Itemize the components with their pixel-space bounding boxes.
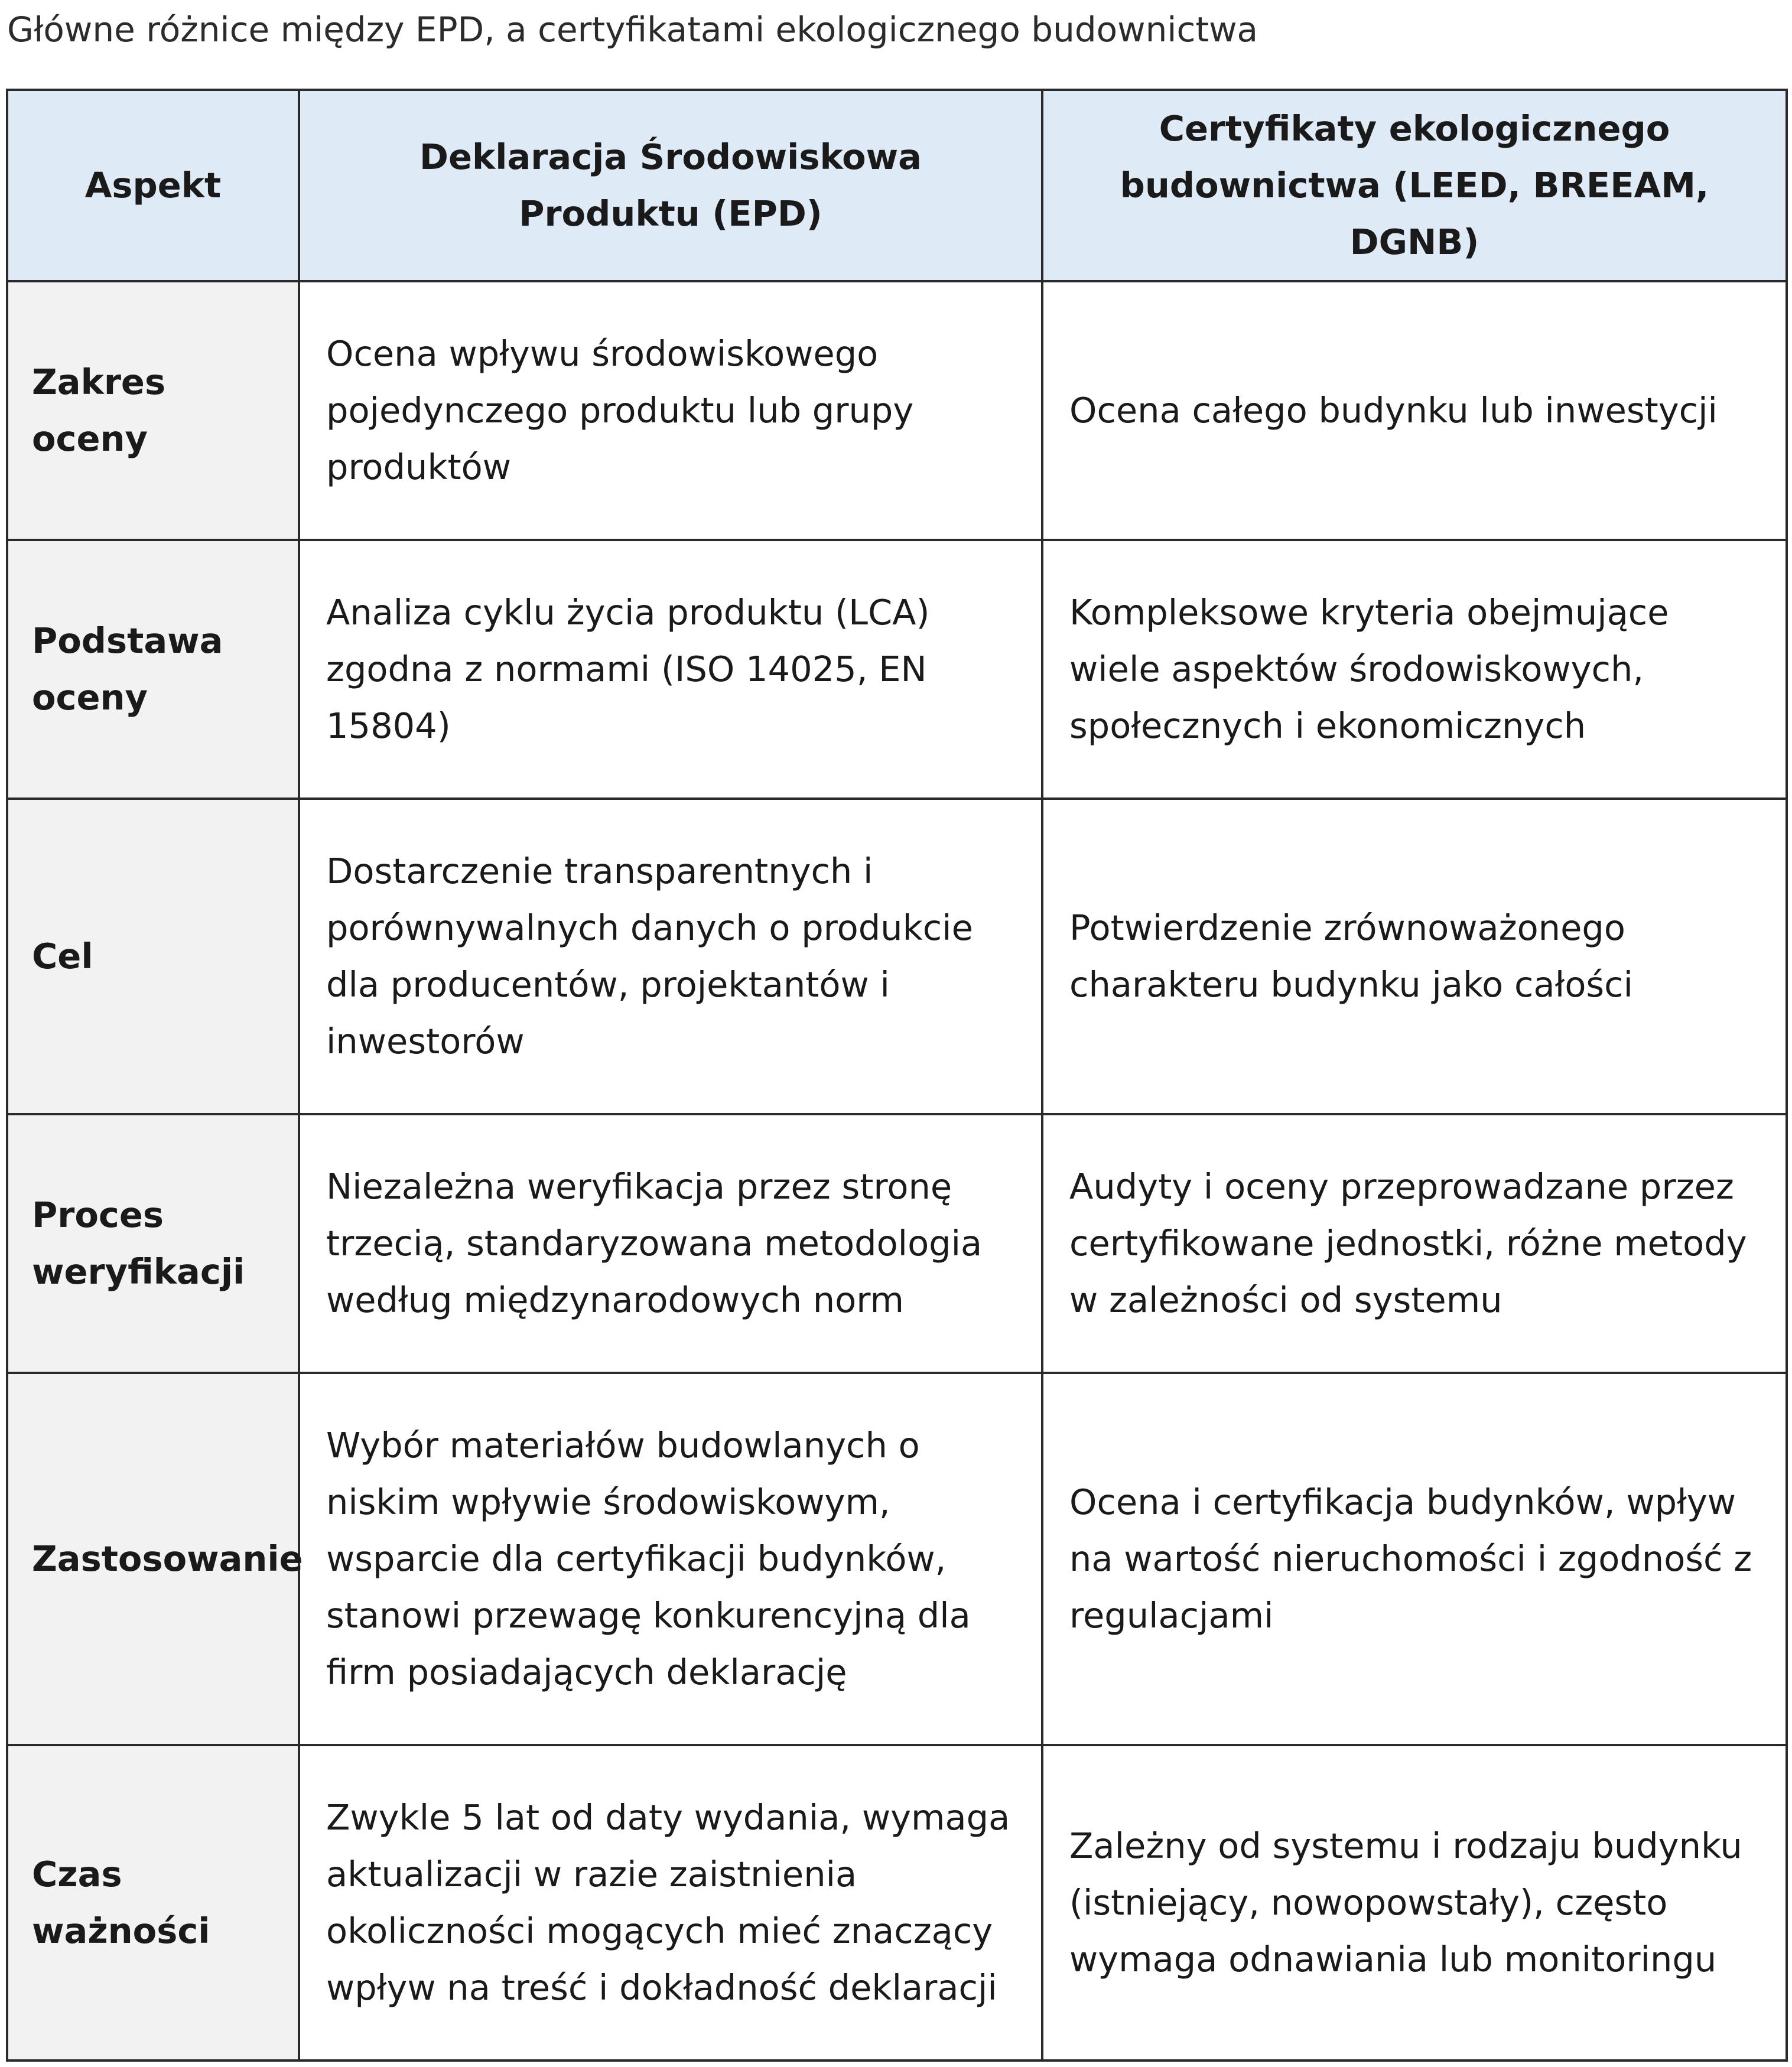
row-certificates: Ocena całego budynku lub inwestycji [1042,281,1787,540]
row-aspect: Zastosowanie [7,1373,299,1745]
row-epd: Zwykle 5 lat od daty wydania, wymaga aktualizacji w razie zaistnienia okoliczności mogących mieć znaczący wpływ na treść i dokładność deklaracji [299,1745,1042,2061]
header-epd: Deklaracja Środowiskowa Produktu (EPD) [299,90,1042,281]
page-title: Główne różnice między EPD, a certyfikatami ekologicznego budownictwa [7,9,1258,50]
row-epd: Ocena wpływu środowiskowego pojedynczego produktu lub grupy produktów [299,281,1042,540]
row-certificates: Audyty i oceny przeprowadzane przez certyfikowane jednostki, różne metody w zależności od systemu [1042,1114,1787,1373]
table-row [7,1745,1787,2061]
row-certificates: Zależny od systemu i rodzaju budynku (istniejący, nowopowstały), często wymaga odnawiania lub monitoringu [1042,1745,1787,2061]
row-epd: Dostarczenie transparentnych i porównywalnych danych o produkcie dla producentów, projektantów i inwestorów [299,799,1042,1114]
row-aspect: Czas ważności [7,1745,299,2061]
row-certificates: Potwierdzenie zrównoważonego charakteru budynku jako całości [1042,799,1787,1114]
row-aspect: Proces weryfikacji [7,1114,299,1373]
row-epd: Analiza cyklu życia produktu (LCA) zgodna z normami (ISO 14025, EN 15804) [299,540,1042,799]
row-aspect: Zakres oceny [7,281,299,540]
table-row [7,540,1787,799]
row-aspect: Podstawa oceny [7,540,299,799]
table-header-row [7,90,1787,281]
header-aspect: Aspekt [7,90,299,281]
comparison-table [6,89,1788,2062]
table-row [7,1373,1787,1745]
header-certificates: Certyfikaty ekologicznego budownictwa (LEED, BREEAM, DGNB) [1042,90,1787,281]
row-epd: Niezależna weryfikacja przez stronę trzecią, standaryzowana metodologia według międzynarodowych norm [299,1114,1042,1373]
table-row [7,281,1787,540]
row-epd: Wybór materiałów budowlanych o niskim wpływie środowiskowym, wsparcie dla certyfikacji budynków, stanowi przewagę konkurencyjną dla firm posiadających deklarację [299,1373,1042,1745]
row-certificates: Ocena i certyfikacja budynków, wpływ na wartość nieruchomości i zgodność z regulacjami [1042,1373,1787,1745]
table-row [7,1114,1787,1373]
row-aspect: Cel [7,799,299,1114]
table-row [7,799,1787,1114]
row-certificates: Kompleksowe kryteria obejmujące wiele aspektów środowiskowych, społecznych i ekonomicznych [1042,540,1787,799]
